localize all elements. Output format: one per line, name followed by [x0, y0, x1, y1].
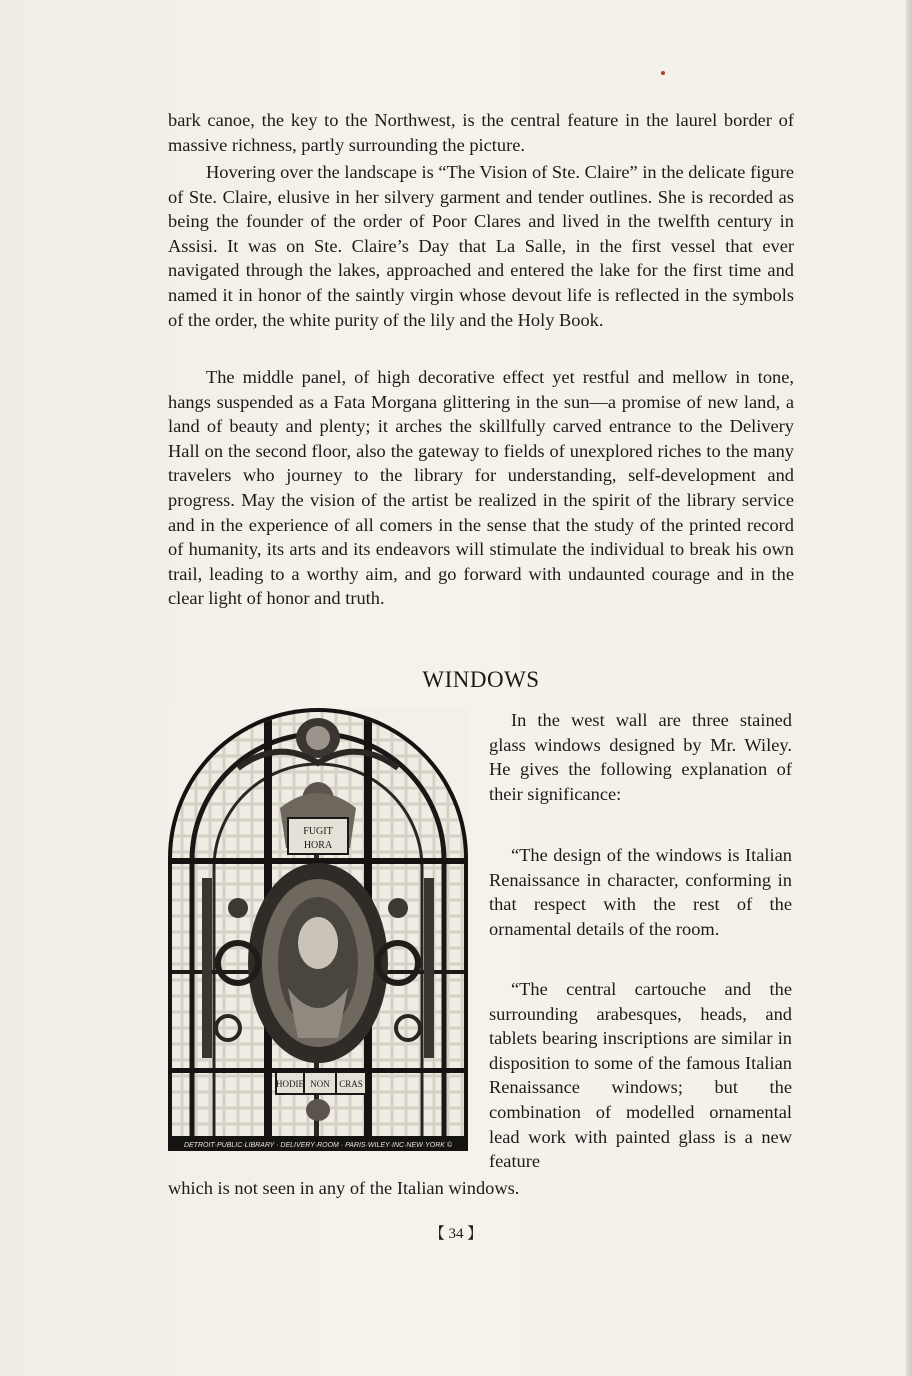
stained-glass-window-photo [168, 708, 468, 1151]
page-number: 【 34 】 [429, 1226, 483, 1242]
ink-speck [661, 71, 665, 75]
figure-caption: DETROIT·PUBLIC·LIBRARY · DELIVERY·ROOM · PARIS·WILEY·INC·NEW·YORK © [183, 1142, 453, 1149]
section-heading-windows: WINDOWS [422, 667, 540, 692]
tablet-bottom-word-2: NON [310, 1079, 330, 1089]
paragraph-closing-line: which is not seen in any of the Italian windows. [168, 1178, 520, 1198]
paragraph-design-quote: “The design of the windows is Italian Renaissance in character, conforming in that respect with the rest of the ornamental details of the room. [489, 845, 792, 939]
page-edge-shadow [906, 0, 912, 1376]
paragraph-ste-claire: Hovering over the landscape is “The Vision of Ste. Claire” in the delicate figure of Ste. Claire, elusive in her silvery garment and tender outlines. She is recorded as being the founder of the order of Poor Clares and lived in the twelfth century in Assisi. It was on Ste. Claire’s Day that La Salle, in the first vessel that ever navigated through the lakes, approached and entered the lake for the first time and named it in honor of the saintly virgin whose devout life is reflected in the symbols of the order, the white purity of the lily and the Holy Book. [168, 162, 794, 330]
paragraph-bark-canoe: bark canoe, the key to the Northwest, is the central feature in the laurel border of massive richness, partly surrounding the picture. [168, 110, 794, 155]
tablet-bottom-word-3: CRAS [339, 1079, 363, 1089]
paragraph-cartouche-quote: “The central cartouche and the surrounding arabesques, heads, and tablets bearing inscriptions are similar in disposition to some of the famous Italian Renaissance windows; but the combination of modelled ornamental lead work with painted glass is a new feature [489, 979, 792, 1172]
tablet-bottom-word-1: HODIE [276, 1079, 304, 1089]
tablet-top-word-1: FUGIT [303, 826, 333, 837]
tablet-top-word-2: HORA [303, 840, 333, 851]
paragraph-middle-panel: The middle panel, of high decorative effect yet restful and mellow in tone, hangs suspended as a Fata Morgana glittering in the sun—a promise of new land, a land of beauty and plenty; it arches the skillfully carved entrance to the Delivery Hall on the second floor, also the gateway to fields of unexplored riches to the many travelers who journey to the library for understanding, self-development and progress. May the vision of the artist be realized in the spirit of the library service and in the experience of all comers in the sense that the study of the printed record of humanity, its arts and its endeavors will stimulate the individual to break his own trail, leading to a worthy aim, and go forward with undaunted courage and in the clear light of honor and truth. [168, 367, 794, 609]
paragraph-west-wall: In the west wall are three stained glass windows designed by Mr. Wiley. He gives the following explanation of their significance: [489, 710, 792, 804]
